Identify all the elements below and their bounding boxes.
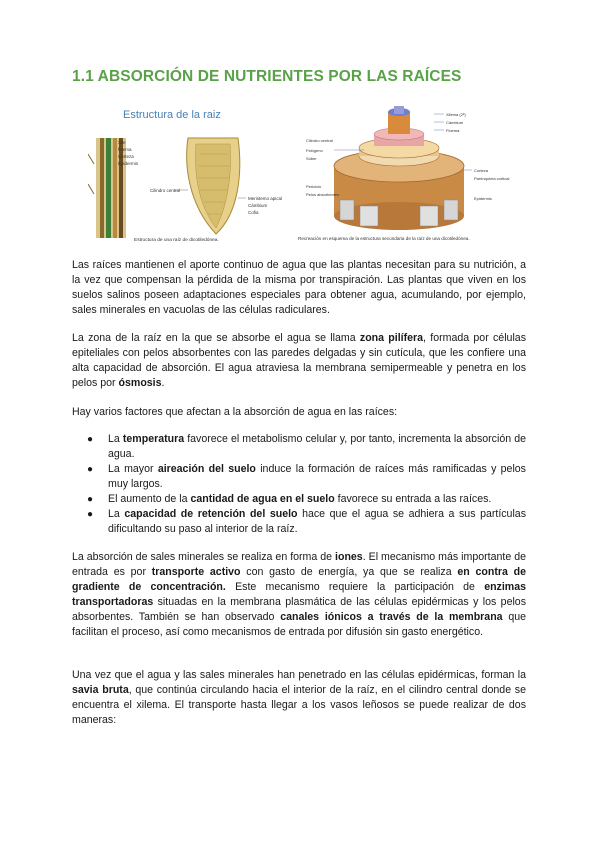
label-pelos: Pelos absorbentes: [306, 192, 340, 197]
label-cilindro-central: Cilindro central: [150, 188, 181, 193]
label-corteza-2: Corteza: [474, 168, 489, 173]
list-item: ● La capacidad de retención del suelo hace que el agua se adhiera a sus partículas dificultando su paso al interior de la raíz.: [87, 508, 526, 535]
label-meristemo: Meristemo apical: [248, 196, 283, 201]
label-cilindro-central-2: Cilindro central: [306, 138, 333, 143]
root-cross-section-figure: [294, 104, 526, 250]
factors-list: [72, 432, 526, 537]
label-cofia: Cofia: [248, 210, 259, 215]
label-xilema-2: Xilema (2ª): [446, 112, 466, 117]
list-item: ● La mayor aireación del suelo induce la formación de raíces más ramificadas y pelos muy largos.: [87, 463, 526, 490]
paragraph-sales-minerales: La absorción de sales minerales se realiza en forma de iones. El mecanismo más importante de entrada es por transporte activo con gasto de energía, ya que se realiza en contra de gradiente de concentración. Este mecanismo requiere la participación de enzimas transportadoras situadas en la membrana plasmática de las células epidérmicas y los pelos absorbentes. También se han observado canales iónicos a través de la membrana que facilitan el proceso, así como mecanismos de entrada por difusión sin gasto energético.: [72, 551, 526, 638]
root-structure-figure: [88, 104, 288, 244]
label-epidermis-2: Epidermis: [474, 196, 492, 201]
label-parenquima: Parénquima cortical: [474, 176, 510, 181]
label-periciclo: Periciclo: [306, 184, 322, 189]
cylinder-illustration: [334, 106, 464, 230]
paragraph-intro: Las raíces mantienen el aporte continuo de agua que las plantas necesitan para su nutrición, a la vez que compensan la pérdida de la misma por transpiración. Las plantas que viven en los suelos salinos poseen adaptaciones especiales para obtener agua, acumulando, por ejemplo, sales minerales en vacuolas de las células radiculares.: [72, 259, 526, 316]
root-tip-illustration: [174, 138, 246, 234]
section-title: 1.1 ABSORCIÓN DE NUTRIENTES POR LAS RAÍCES: [72, 68, 462, 85]
label-floema: floema: [118, 147, 132, 152]
left-figure-caption: Estructura de una raíz de dicotiledónea.: [134, 238, 219, 243]
list-item: ● El aumento de la cantidad de agua en el suelo favorece su entrada a las raíces.: [87, 493, 492, 505]
label-epidermis: Epidermis: [118, 161, 139, 166]
label-floema-2: Floema: [446, 128, 460, 133]
paragraph-zona-pilifera: La zona de la raíz en la que se absorbe el agua se llama zona pilífera, formada por células epiteliales con pelos absorbentes con las paredes delgadas y sin cutícula, que les confiere una alta capacidad de absorción. El agua atraviesa la membrana semipermeable y penetra en los pelos por ósmosis.: [72, 332, 526, 389]
figure-heading: Estructura de la raiz: [123, 109, 221, 121]
label-suber: Súber: [306, 156, 317, 161]
label-cambium: Cámbium: [248, 203, 268, 208]
label-cambium-2: Cámbium: [446, 120, 464, 125]
right-figure-caption: Recreación en esquema de la estructura secundaria de la raíz de una dicotiledónea.: [298, 236, 470, 241]
root-longitudinal-illustration: [88, 138, 126, 238]
list-item: ● La temperatura favorece el metabolismo celular y, por tanto, incrementa la absorción de agua.: [87, 433, 526, 460]
paragraph-savia-bruta: Una vez que el agua y las sales minerales han penetrado en las células epidérmicas, forman la savia bruta, que continúa circulando hacia el interior de la raíz, en el cilindro central donde se encuentra el xilema. El transporte hasta llegar a los vasos leñosos se puede realizar de dos maneras:: [72, 669, 526, 726]
label-xilema: Xile: [118, 140, 126, 145]
label-felogeno: Felógeno: [306, 148, 323, 153]
label-corteza: Corteza: [118, 154, 134, 159]
paragraph-factores-intro: Hay varios factores que afectan a la absorción de agua en las raíces:: [72, 406, 398, 418]
